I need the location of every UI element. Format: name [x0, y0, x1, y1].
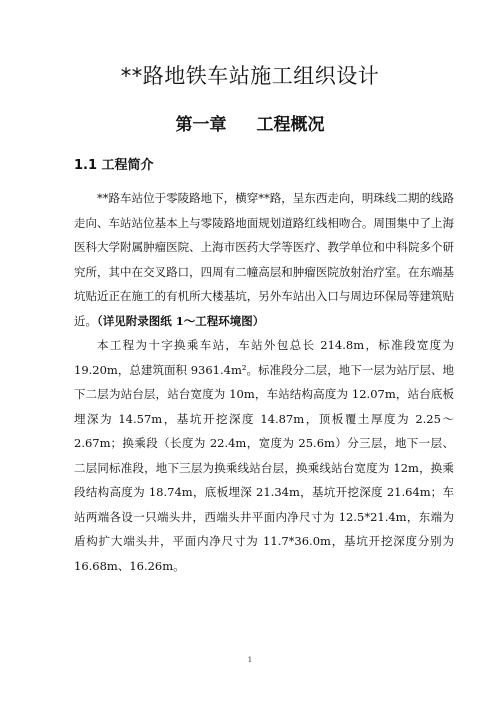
chapter-heading — [0, 110, 500, 135]
paragraph-2-text: 本工程为十字换乘车站，车站外包总长 214.8m，标准段宽度为 19.20m，总建筑面积 9361.4m²。标准段分二层，地下一层为站厅层、地下二层为站台层，站台宽度为 10m，车站结构高度为 12.07m，站台底板埋深为 14.57m，基坑开挖深度 14.87m，顶板覆土厚度为 2.25～2.67m；换乘段（长度为 22.4m，宽度为 25.6m）分三层，地下一层、二层同标准段，地下三层为换乘线站台层，换乘线站台宽度为 12m，换乘段结构高度为 18.74m，底板埋深 21.34m，基坑开挖深度 21.64m；车站两端各设一只端头井，西端头井平面内净尺寸为 12.5*21.4m，东端为盾构扩大端头井，平面内净尺寸为 11.7*36.0m，基坑开挖深度分别为 16.68m、16.26m。 — [74, 338, 454, 573]
page-number: 1 — [247, 656, 253, 664]
appendix-reference: （详见附录图纸 1～工程环境图） — [97, 313, 265, 328]
chapter-number: 第一章 — [175, 115, 227, 135]
section-heading: 1.1 工程简介 — [74, 158, 154, 173]
paragraph-1 — [74, 186, 454, 333]
section-body — [74, 186, 454, 578]
document-title: **路地铁车站施工组织设计 — [120, 64, 380, 88]
chapter-name: 工程概况 — [256, 115, 325, 135]
paragraph-2 — [74, 333, 454, 578]
paragraph-1-text: **路车站位于零陵路地下，横穿**路，呈东西走向，明珠线二期的线路走向、车站站位基本上与零陵路地面规划道路红线相吻合。周围集中了上海医科大学附属肿瘤医院、上海市医药大学等医疗、教学单位和中科院多个研究所，其中在交叉路口，四周有二幢高层和肿瘤医院放射治疗室。在东端基坑贴近正在施工的有机所大楼基坑，另外车站出入口与周边环保局等建筑贴近。 — [74, 191, 454, 328]
